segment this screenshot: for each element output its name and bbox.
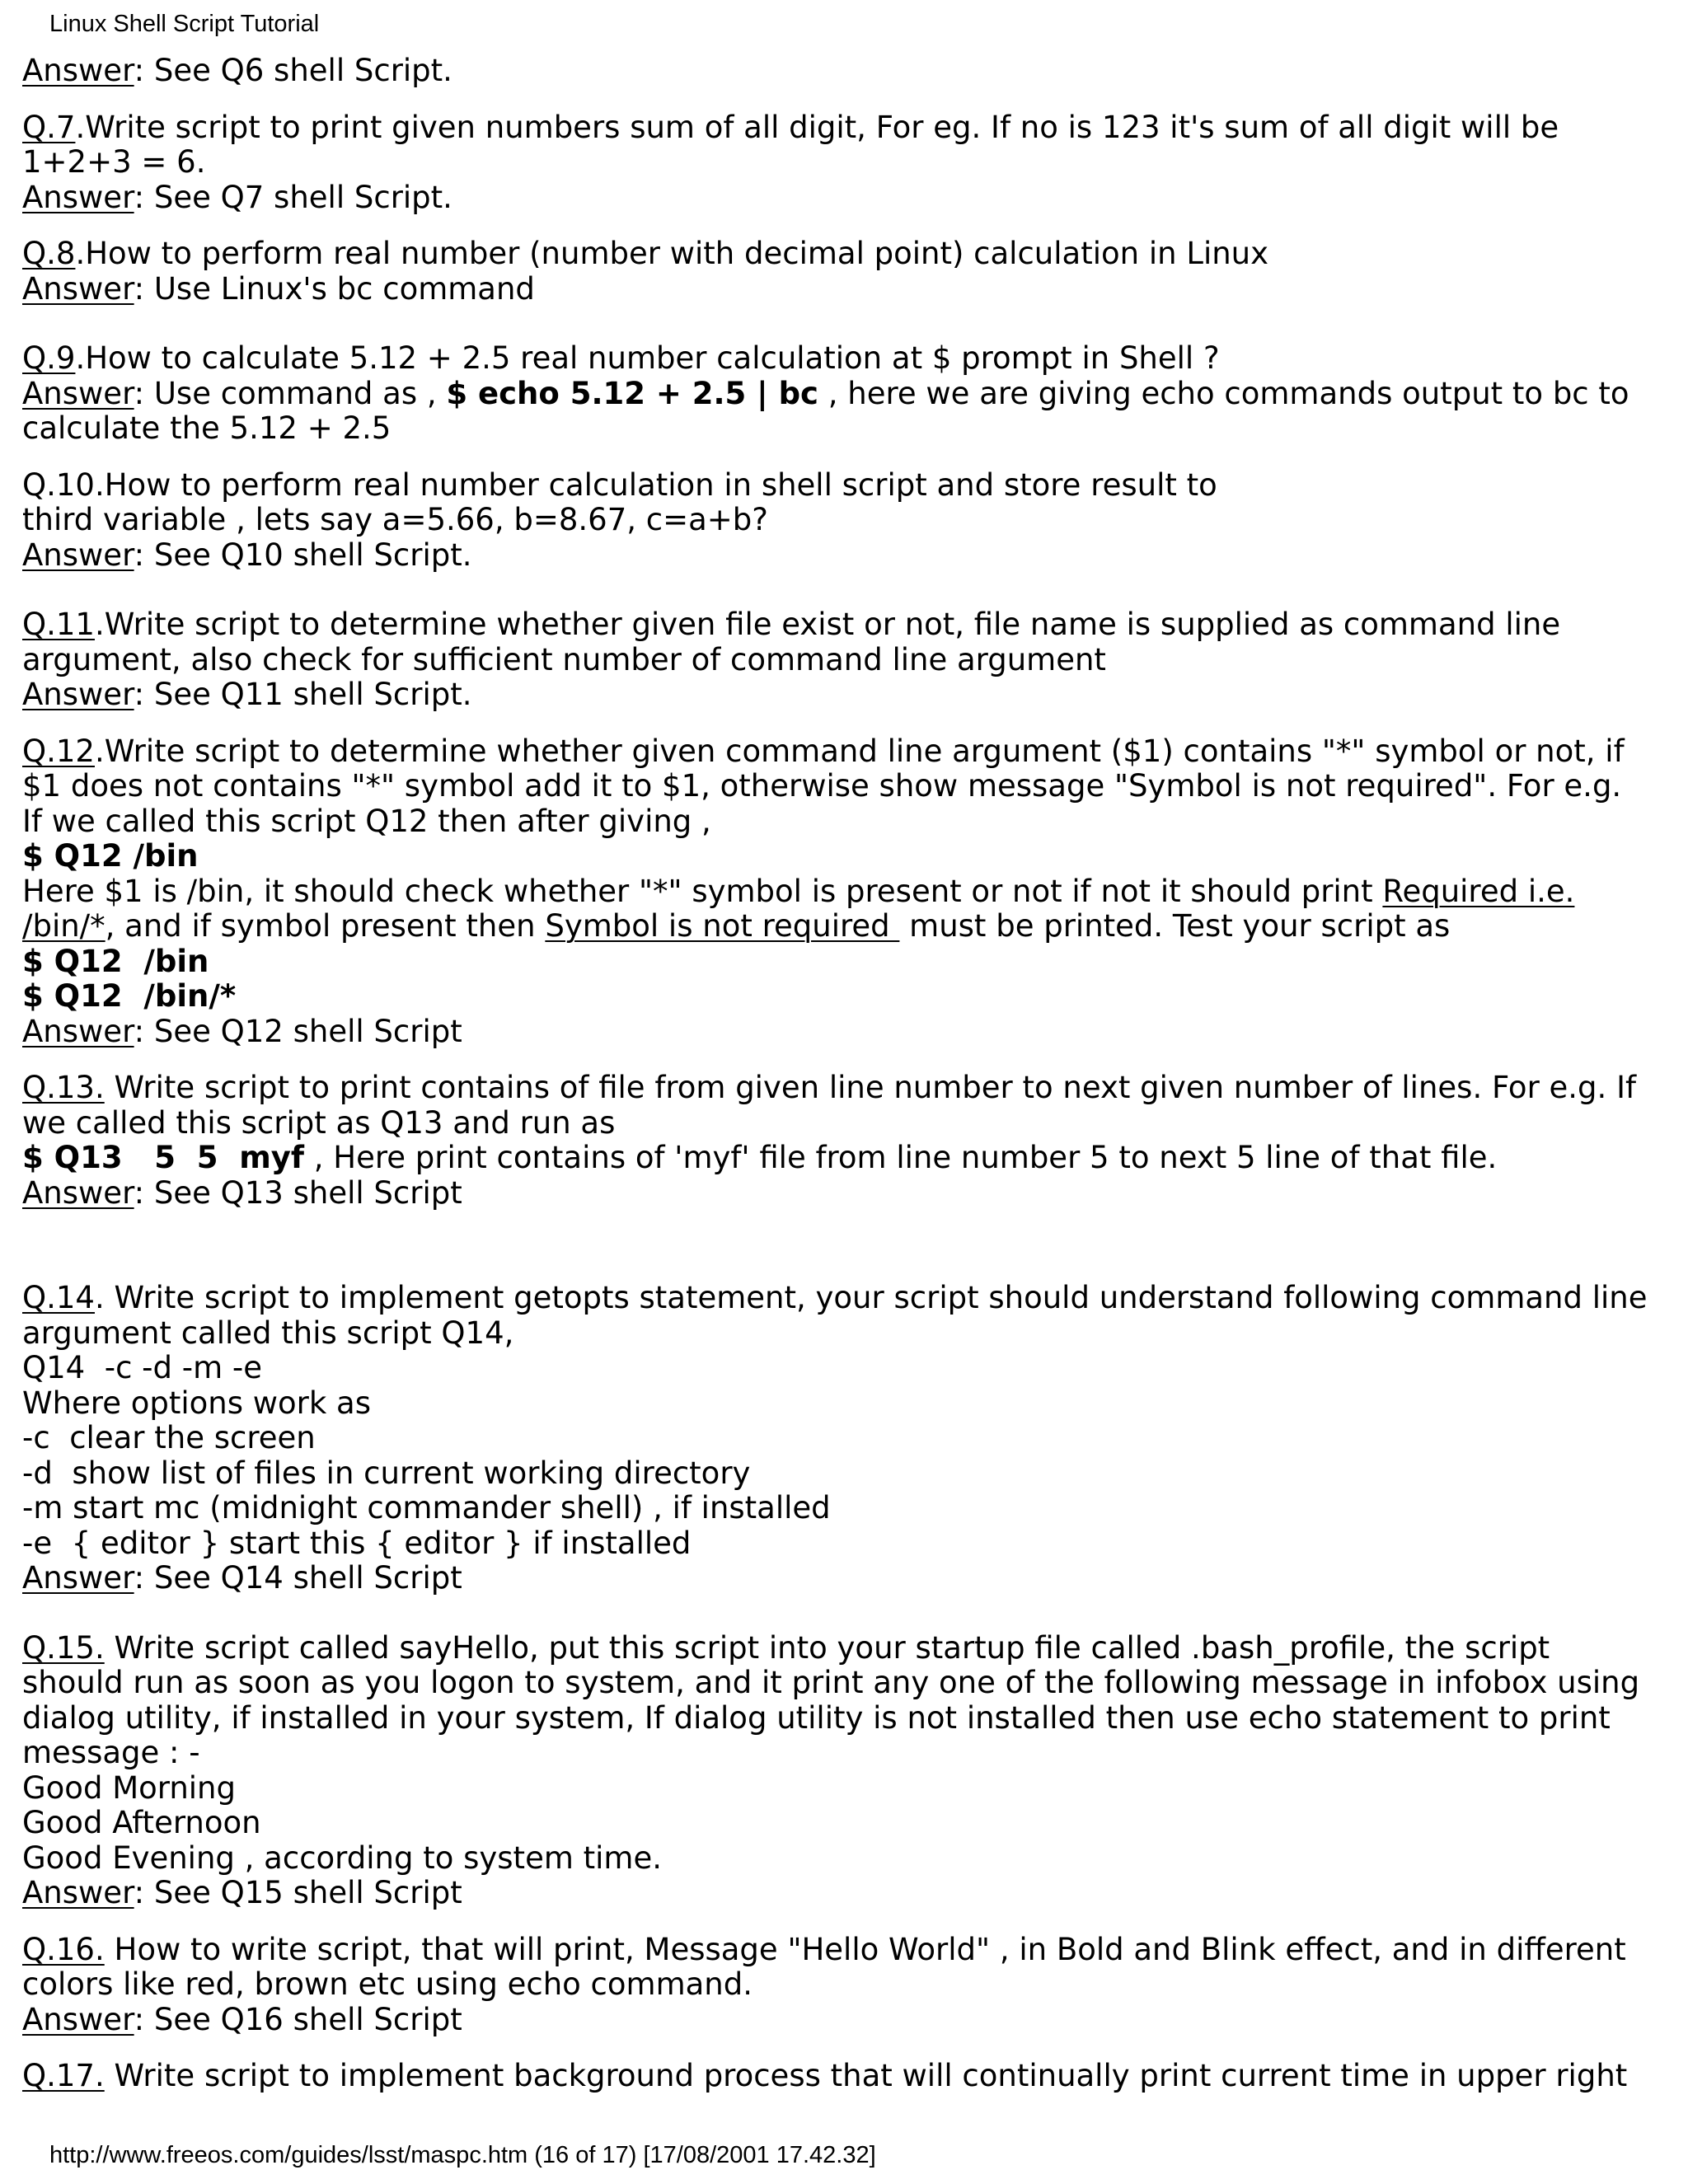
underlined-text: /bin/*: [22, 908, 106, 944]
text-line: [22, 874, 1671, 910]
underlined-text: Q.11: [22, 607, 95, 642]
underlined-text: Q.17.: [22, 2058, 105, 2093]
text-span: .Write script to print given numbers sum of all digit, For eg. If no is 123 it's sum of all digit will be: [75, 109, 1559, 145]
underlined-text: Answer: [22, 2001, 134, 2037]
text-span: , and if symbol present then: [105, 908, 546, 944]
underlined-text: Q.8: [22, 236, 76, 271]
text-line: [22, 411, 1671, 447]
text-line: [22, 2059, 1671, 2094]
text-line: [22, 1736, 1671, 1771]
text-line: [22, 237, 1671, 272]
underlined-text: Answer: [22, 179, 134, 215]
text-line: [22, 1106, 1671, 1141]
text-span: : See Q12 shell Script: [134, 1013, 462, 1049]
text-span: dialog utility, if installed in your system, If dialog utility is not installed then use echo statement to print: [22, 1699, 1611, 1736]
text-span: .How to calculate 5.12 + 2.5 real number calculation at $ prompt in Shell ?: [75, 340, 1220, 376]
text-line: [22, 1176, 1671, 1212]
text-line: [22, 944, 1671, 980]
text-line: [22, 54, 1671, 89]
underlined-text: Answer: [22, 1560, 134, 1596]
text-span: calculate the 5.12 + 2.5: [22, 410, 392, 446]
text-span: Q.10.How to perform real number calculation in shell script and store result to: [22, 466, 1217, 503]
text-line: [22, 468, 1671, 504]
text-line: [22, 804, 1671, 840]
text-span: , Here print contains of 'myf' file from line number 5 to next 5 line of that file.: [304, 1140, 1498, 1175]
underlined-text: Q.16.: [22, 1931, 105, 1967]
text-line: [22, 1841, 1671, 1877]
text-span: : See Q16 shell Script: [134, 2001, 462, 2037]
underlined-text: Q.9: [22, 340, 76, 376]
text-line: [22, 2003, 1671, 2038]
underlined-text: Answer: [22, 375, 134, 411]
text-line: [22, 538, 1671, 574]
text-span: we called this script as Q13 and run as: [22, 1104, 616, 1141]
text-line: [22, 1666, 1671, 1701]
underlined-text: Answer: [22, 677, 134, 712]
text-line: [22, 1071, 1671, 1106]
text-line: [22, 1806, 1671, 1841]
text-line: [22, 1967, 1671, 2003]
text-line: [22, 145, 1671, 180]
text-span: Write script called sayHello, put this script into your startup file called .bash_profile, the script: [104, 1629, 1550, 1666]
underlined-text: Q.13.: [22, 1070, 105, 1105]
command-text: $ Q12 /bin: [22, 943, 209, 979]
text-span: message : -: [22, 1735, 200, 1770]
text-line: [22, 1526, 1671, 1562]
text-span: argument called this script Q14,: [22, 1315, 514, 1351]
text-line: [22, 1386, 1671, 1422]
text-line: [22, 643, 1671, 678]
text-span: Write script to print contains of file from given line number to next given number of lines. For e.g. If: [104, 1070, 1637, 1105]
text-span: 1+2+3 = 6.: [22, 144, 206, 180]
text-line: [22, 1421, 1671, 1456]
underlined-text: Answer: [22, 1013, 134, 1049]
text-span: How to write script, that will print, Message "Hello World" , in Bold and Blink effect, and in different: [104, 1931, 1626, 1967]
text-line: [22, 1351, 1671, 1386]
text-line: [22, 1701, 1671, 1736]
page-header: Linux Shell Script Tutorial: [49, 11, 320, 37]
text-line: [22, 734, 1671, 770]
text-span: .Write script to determine whether given file exist or not, file name is supplied as command line: [94, 607, 1561, 642]
text-span: -e { editor } start this { editor } if installed: [22, 1525, 692, 1561]
text-line: [22, 769, 1671, 804]
text-span: , here we are giving echo commands output to bc to: [818, 375, 1629, 411]
text-line: [22, 341, 1671, 377]
text-span: : See Q13 shell Script: [134, 1174, 462, 1211]
underlined-text: Q.15.: [22, 1629, 105, 1666]
text-span: Write script to implement background process that will continually print current time in upper right: [104, 2058, 1628, 2093]
text-span: : See Q10 shell Script.: [134, 537, 472, 573]
underlined-text: Q.14: [22, 1280, 95, 1315]
text-line: [22, 180, 1671, 216]
underlined-text: Symbol is not required: [545, 908, 900, 944]
text-span: Good Evening , according to system time.: [22, 1840, 662, 1876]
underlined-text: Answer: [22, 537, 134, 573]
text-line: [22, 1281, 1671, 1316]
underlined-text: Answer: [22, 1174, 134, 1211]
text-line: [22, 607, 1671, 643]
text-span: Q14 -c -d -m -e: [22, 1350, 263, 1385]
text-span: -m start mc (midnight commander shell) , if installed: [22, 1490, 831, 1526]
text-span: : See Q6 shell Script.: [134, 53, 452, 88]
text-span: If we called this script Q12 then after giving ,: [22, 803, 711, 839]
text-span: Good Afternoon: [22, 1805, 261, 1840]
command-text: $ Q12 /bin: [22, 838, 199, 874]
text-span: : See Q11 shell Script.: [134, 677, 472, 712]
text-line: [22, 979, 1671, 1015]
text-span: Where options work as: [22, 1385, 372, 1421]
text-line: [22, 1771, 1671, 1807]
text-line: [22, 110, 1671, 146]
underlined-text: Answer: [22, 1875, 134, 1910]
text-line: [22, 1933, 1671, 1968]
command-text: $ echo 5.12 + 2.5 | bc: [446, 375, 818, 411]
text-span: colors like red, brown etc using echo command.: [22, 1966, 753, 2002]
underlined-text: Q.7: [22, 109, 76, 145]
page-footer-url: http://www.freeos.com/guides/lsst/maspc.htm (16 of 17) [17/08/2001 17.42.32]: [49, 2142, 876, 2168]
text-span: .Write script to determine whether given command line argument ($1) contains "*" symbol or not, if: [94, 733, 1625, 769]
text-line: [22, 1876, 1671, 1911]
text-line: [22, 1015, 1671, 1050]
text-line: [22, 377, 1671, 412]
text-line: [22, 503, 1671, 538]
underlined-text: Answer: [22, 53, 134, 88]
text-span: : See Q15 shell Script: [134, 1875, 462, 1910]
text-line: [22, 1316, 1671, 1352]
text-span: Good Morning: [22, 1769, 236, 1806]
underlined-text: Required i.e.: [1382, 873, 1575, 909]
text-span: -d show list of files in current working directory: [22, 1455, 751, 1491]
text-line: [22, 1141, 1671, 1176]
text-span: : Use Linux's bc command: [134, 270, 535, 307]
text-span: argument, also check for sufficient number of command line argument: [22, 641, 1106, 677]
underlined-text: Answer: [22, 270, 134, 307]
text-line: [22, 909, 1671, 944]
text-line: [22, 1491, 1671, 1526]
text-span: must be printed. Test your script as: [899, 908, 1451, 944]
document-body: [22, 54, 1671, 2094]
text-span: $1 does not contains "*" symbol add it to $1, otherwise show message "Symbol is not required". For e.g.: [22, 768, 1622, 804]
text-line: [22, 1456, 1671, 1492]
text-line: [22, 1631, 1671, 1666]
text-line: [22, 677, 1671, 713]
command-text: $ Q13 5 5 myf: [22, 1140, 304, 1175]
text-line: [22, 272, 1671, 307]
text-span: . Write script to implement getopts statement, your script should understand following command line: [94, 1280, 1648, 1315]
command-text: $ Q12 /bin/*: [22, 978, 237, 1014]
text-span: -c clear the screen: [22, 1420, 316, 1455]
text-span: : See Q14 shell Script: [134, 1560, 462, 1596]
text-span: Here $1 is /bin, it should check whether "*" symbol is present or not if not it should print: [22, 873, 1383, 909]
text-span: third variable , lets say a=5.66, b=8.67, c=a+b?: [22, 502, 768, 537]
text-span: : Use command as ,: [134, 375, 447, 411]
text-span: : See Q7 shell Script.: [134, 179, 452, 215]
text-line: [22, 1561, 1671, 1596]
text-span: .How to perform real number (number with decimal point) calculation in Linux: [75, 236, 1269, 271]
text-line: [22, 839, 1671, 874]
text-span: should run as soon as you logon to system, and it print any one of the following message in infobox using: [22, 1665, 1640, 1700]
underlined-text: Q.12: [22, 733, 95, 769]
